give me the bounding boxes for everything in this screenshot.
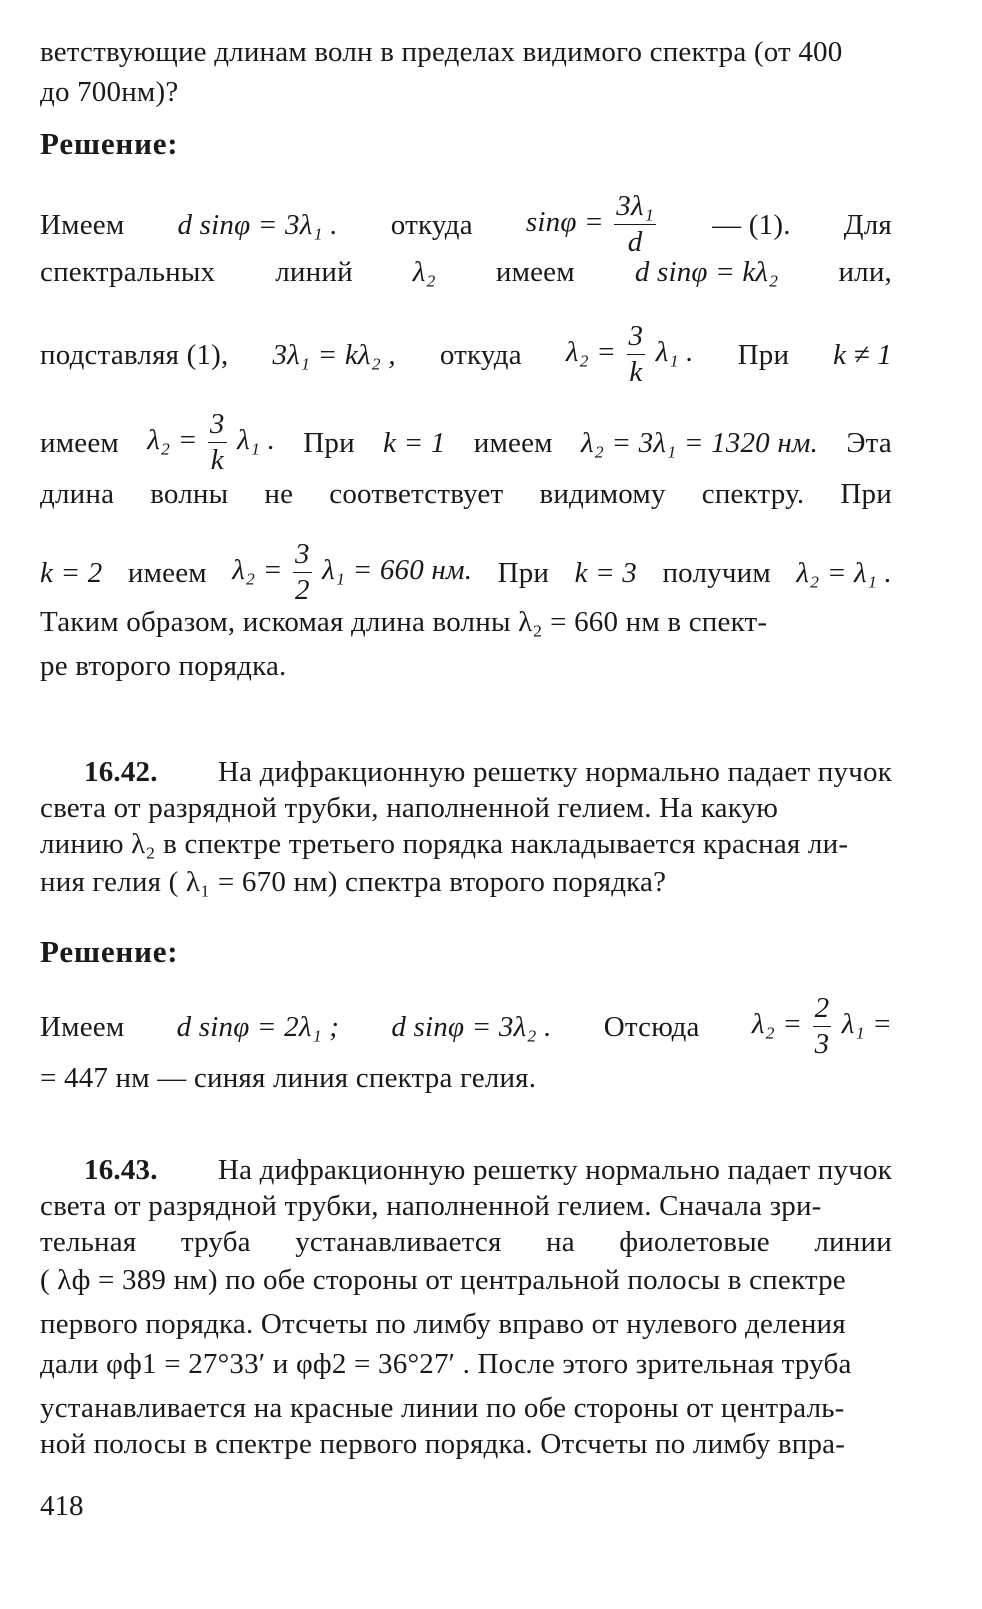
equation: λ₂ = λ₁ . [796, 556, 892, 589]
text-line [40, 252, 892, 292]
equation: λ₂ = 3λ₁ = 1320 нм. [580, 426, 819, 459]
fraction-numerator: 3λ₁ [614, 192, 656, 225]
problem-text: На дифракционную решетку нормально падает пучок [218, 756, 892, 788]
word: линий [275, 256, 353, 288]
text-line: линию λ₂ в спектре третьего порядка накладывается красная ли- [40, 828, 849, 860]
text-line: устанавливается на красные линии по обе стороны от централь- [40, 1392, 845, 1424]
word: При [737, 338, 790, 371]
equation [752, 994, 892, 1059]
word: спектральных [40, 256, 216, 288]
word: имеем [495, 256, 575, 288]
fraction-denominator: k [629, 356, 643, 388]
fraction [293, 540, 312, 605]
text-line: света от разрядной трубки, наполненной гелием. Сначала зри- [40, 1190, 822, 1222]
text-line [40, 474, 892, 514]
fraction [614, 192, 656, 257]
equation [232, 540, 472, 605]
word: При [497, 556, 550, 589]
fraction [813, 994, 832, 1059]
word: устанавливается [295, 1226, 502, 1258]
text-line: дали φф1 = 27°33′ и φф2 = 36°27′ . После этого зрительная труба [40, 1348, 852, 1380]
condition: k ≠ 1 [833, 338, 892, 371]
equation-rhs: λ₁ = [841, 1008, 892, 1041]
equation: 3λ₁ = kλ₂ , [272, 338, 396, 371]
fraction-denominator: k [210, 444, 224, 476]
word: получим [662, 556, 771, 589]
equation-lhs: λ₂ = [751, 1008, 803, 1041]
text-line: ния гелия ( λ₁ = 670 нм) спектра второго порядка? [40, 866, 667, 898]
equation-lhs: λ₂ = [147, 424, 198, 457]
text-line: ( λф = 389 нм) по обе стороны от центральной полосы в спектре [40, 1264, 846, 1296]
word: на [545, 1226, 575, 1258]
text-line: ре второго порядка. [40, 650, 287, 682]
word: волны [150, 478, 229, 510]
word: откуда [439, 338, 522, 371]
word: откуда [390, 208, 473, 241]
fraction [627, 322, 646, 387]
text-line [40, 1222, 892, 1262]
text-line: первого порядка. Отсчеты по лимбу вправо от нулевого деления [40, 1308, 846, 1340]
equation-line [40, 410, 892, 475]
problem-number: 16.43. [84, 1154, 158, 1186]
text-line: ветствующие длинам волн в пределах видимого спектра (от 400 [40, 36, 843, 68]
word: При [840, 478, 892, 510]
word: Эта [846, 426, 892, 459]
solution-heading: Решение: [40, 934, 179, 969]
equation-line [40, 192, 892, 257]
equation-rhs: λ₁ . [237, 424, 276, 457]
equation [566, 322, 694, 387]
word: имеем [127, 556, 207, 589]
word: труба [180, 1226, 251, 1258]
equation: d sinφ = kλ₂ [634, 256, 779, 288]
word: тельная [40, 1226, 137, 1258]
equation-label: — (1). [712, 208, 791, 241]
fraction-numerator: 3 [627, 322, 646, 355]
word: Имеем [40, 208, 125, 241]
equation [147, 410, 275, 475]
fraction-numerator: 3 [208, 410, 227, 443]
word: соответствует [329, 478, 504, 510]
text-line: = 447 нм — синяя линия спектра гелия. [40, 1062, 537, 1094]
word: подставляя (1), [40, 338, 229, 371]
equation-lhs: sinφ = [525, 206, 604, 239]
page-number: 418 [40, 1490, 84, 1522]
problem-number: 16.42. [84, 756, 158, 788]
problem-line [40, 752, 892, 792]
fraction-numerator: 2 [813, 994, 832, 1027]
word: Для [843, 208, 892, 241]
word: видимому [539, 478, 666, 510]
equation-line [40, 994, 892, 1059]
equation [526, 192, 659, 257]
word: При [303, 426, 355, 459]
word: Отсюда [603, 1010, 700, 1043]
fraction [208, 410, 227, 475]
condition: k = 2 [40, 556, 103, 589]
equation: d sinφ = 3λ₂ . [391, 1010, 552, 1043]
problem-line [40, 1150, 892, 1190]
text-line: ной полосы в спектре первого порядка. Отсчеты по лимбу впра- [40, 1428, 846, 1460]
condition: k = 1 [383, 426, 446, 459]
word: имеем [473, 426, 553, 459]
equation-rhs: λ₁ = 660 нм. [322, 554, 473, 587]
condition: k = 3 [574, 556, 638, 589]
word: фиолетовые [619, 1226, 770, 1258]
equation-lhs: λ₂ = [232, 554, 283, 587]
equation: d sinφ = 2λ₁ ; [176, 1010, 340, 1043]
equation: d sinφ = 3λ₁ . [177, 208, 338, 241]
text-line: света от разрядной трубки, наполненной гелием. На какую [40, 792, 779, 824]
fraction-denominator: 3 [814, 1028, 830, 1060]
word: имеем [40, 426, 119, 459]
word: не [264, 478, 294, 510]
fraction-denominator: d [627, 226, 643, 258]
word: спектру. [701, 478, 805, 510]
text-line: до 700нм)? [40, 76, 179, 108]
text-line: Таким образом, искомая длина волны λ₂ = 660 нм в спект- [40, 606, 768, 638]
equation-rhs: λ₁ . [655, 336, 694, 369]
word: длина [40, 478, 115, 510]
word: Имеем [40, 1010, 125, 1043]
equation-lhs: λ₂ = [565, 336, 617, 369]
equation-line [40, 540, 892, 605]
problem-text: На дифракционную решетку нормально падает пучок [218, 1154, 892, 1186]
fraction-numerator: 3 [293, 540, 312, 573]
word: линии [814, 1226, 892, 1258]
solution-heading: Решение: [40, 126, 179, 161]
symbol: λ₂ [412, 256, 436, 288]
word: или, [838, 256, 892, 288]
fraction-denominator: 2 [294, 574, 310, 606]
equation-line [40, 322, 892, 387]
